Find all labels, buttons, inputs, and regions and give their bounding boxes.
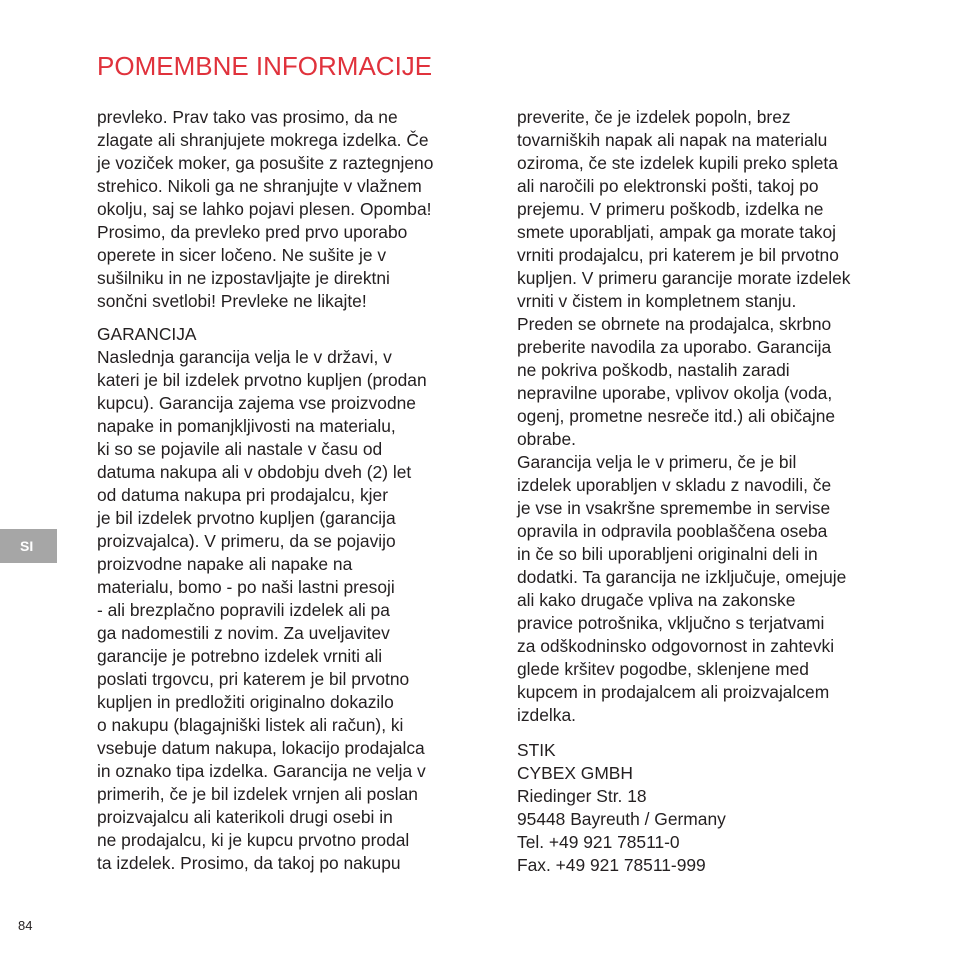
text-line: operete in sicer ločeno. Ne sušite je v (97, 245, 387, 265)
text-line: proizvodne napake ali napake na (97, 554, 353, 574)
warranty-continued-paragraph (517, 106, 850, 727)
text-line: dodatki. Ta garancija ne izključuje, omejuje (517, 567, 847, 587)
contact-heading: STIK (517, 740, 556, 760)
text-line: Preden se obrnete na prodajalca, skrbno (517, 314, 832, 334)
address-line: Fax. +49 921 78511-999 (517, 855, 706, 875)
text-line: Prosimo, da prevleko pred prvo uporabo (97, 222, 408, 242)
text-line: kateri je bil izdelek prvotno kupljen (prodan (97, 370, 427, 390)
warranty-heading: GARANCIJA (97, 324, 197, 344)
text-line: zlagate ali shranjujete mokrega izdelka. Če (97, 130, 429, 150)
text-line: poslati trgovcu, pri katerem je bil prvotno (97, 669, 410, 689)
text-line: tovarniških napak ali napak na materialu (517, 130, 828, 150)
text-line: ne pokriva poškodb, nastalih zaradi (517, 360, 790, 380)
text-line: vrniti v čistem in kompletnem stanju. (517, 291, 797, 311)
language-tab: SI (0, 529, 57, 563)
text-line: napake in pomanjkljivosti na materialu, (97, 416, 396, 436)
text-line: za odškodninsko odgovornost in zahtevki (517, 636, 835, 656)
text-line: vrniti prodajalcu, pri katerem je bil prvotno (517, 245, 839, 265)
text-line: preverite, če je izdelek popoln, brez (517, 107, 791, 127)
text-line: kupcem in prodajalcem ali proizvajalcem (517, 682, 830, 702)
text-line: ta izdelek. Prosimo, da takoj po nakupu (97, 853, 401, 873)
text-line: vsebuje datum nakupa, lokacijo prodajalca (97, 738, 425, 758)
text-line: prevleko. Prav tako vas prosimo, da ne (97, 107, 398, 127)
text-line: preberite navodila za uporabo. Garancija (517, 337, 832, 357)
text-line: je voziček moker, ga posušite z raztegnjeno (97, 153, 434, 173)
text-line: okolju, saj se lahko pojavi plesen. Opomba! (97, 199, 432, 219)
text-line: kupljen in predložiti originalno dokazilo (97, 692, 394, 712)
text-line: ga nadomestili z novim. Za uveljavitev (97, 623, 390, 643)
company-address (517, 785, 850, 877)
text-line: - ali brezplačno popravili izdelek ali pa (97, 600, 390, 620)
text-line: ne prodajalcu, ki je kupcu prvotno prodal (97, 830, 410, 850)
text-line: proizvajalca). V primeru, da se pojavijo (97, 531, 396, 551)
text-line: nepravilne uporabe, vplivov okolja (voda, (517, 383, 833, 403)
text-line: in oznako tipa izdelka. Garancija ne velja v (97, 761, 426, 781)
text-line: glede kršitev pogodbe, sklenjene med (517, 659, 809, 679)
address-line: 95448 Bayreuth / Germany (517, 809, 726, 829)
text-line: strehico. Nikoli ga ne shranjujte v vlažnem (97, 176, 422, 196)
text-line: prejemu. V primeru poškodb, izdelka ne (517, 199, 824, 219)
text-line: ki so se pojavile ali nastale v času od (97, 439, 383, 459)
text-line: od datuma nakupa pri prodajalcu, kjer (97, 485, 388, 505)
text-line: izdelka. (517, 705, 576, 725)
text-line: materialu, bomo - po naši lastni presoji (97, 577, 395, 597)
text-line: Garancija velja le v primeru, če je bil (517, 452, 797, 472)
text-line: ali kako drugače vpliva na zakonske (517, 590, 796, 610)
text-line: primerih, če je bil izdelek vrnjen ali poslan (97, 784, 418, 804)
text-line: opravila in odpravila pooblaščena oseba (517, 521, 828, 541)
address-line: Tel. +49 921 78511-0 (517, 832, 680, 852)
text-line: ali naročili po elektronski pošti, takoj po (517, 176, 819, 196)
text-line: sončni svetlobi! Prevleke ne likajte! (97, 291, 367, 311)
text-line: izdelek uporabljen v skladu z navodili, če (517, 475, 832, 495)
text-line: garancije je potrebno izdelek vrniti ali (97, 646, 383, 666)
text-line: o nakupu (blagajniški listek ali račun), ki (97, 715, 404, 735)
text-line: proizvajalcu ali katerikoli drugi osebi in (97, 807, 393, 827)
text-line: in če so bili uporabljeni originalni deli in (517, 544, 818, 564)
warranty-paragraph (97, 346, 433, 875)
text-line: oziroma, če ste izdelek kupili preko spleta (517, 153, 838, 173)
right-column (517, 106, 850, 877)
text-line: sušilniku in ne izpostavljajte je direktni (97, 268, 390, 288)
page-number: 84 (18, 918, 33, 933)
text-line: obrabe. (517, 429, 576, 449)
text-line: datuma nakupa ali v obdobju dveh (2) let (97, 462, 412, 482)
text-line: je bil izdelek prvotno kupljen (garancija (97, 508, 396, 528)
company-name: CYBEX GMBH (517, 763, 633, 783)
text-line: je vse in vsakršne spremembe in servise (517, 498, 831, 518)
address-line: Riedinger Str. 18 (517, 786, 647, 806)
left-column (97, 106, 433, 875)
text-line: kupljen. V primeru garancije morate izdelek (517, 268, 851, 288)
text-line: Naslednja garancija velja le v državi, v (97, 347, 392, 367)
text-line: kupcu). Garancija zajema vse proizvodne (97, 393, 416, 413)
text-line: pravice potrošnika, vključno s terjatvami (517, 613, 825, 633)
text-line: ogenj, prometne nesreče itd.) ali običajne (517, 406, 836, 426)
page-title: POMEMBNE INFORMACIJE (97, 51, 433, 81)
intro-paragraph (97, 106, 433, 313)
text-line: smete uporabljati, ampak ga morate takoj (517, 222, 836, 242)
